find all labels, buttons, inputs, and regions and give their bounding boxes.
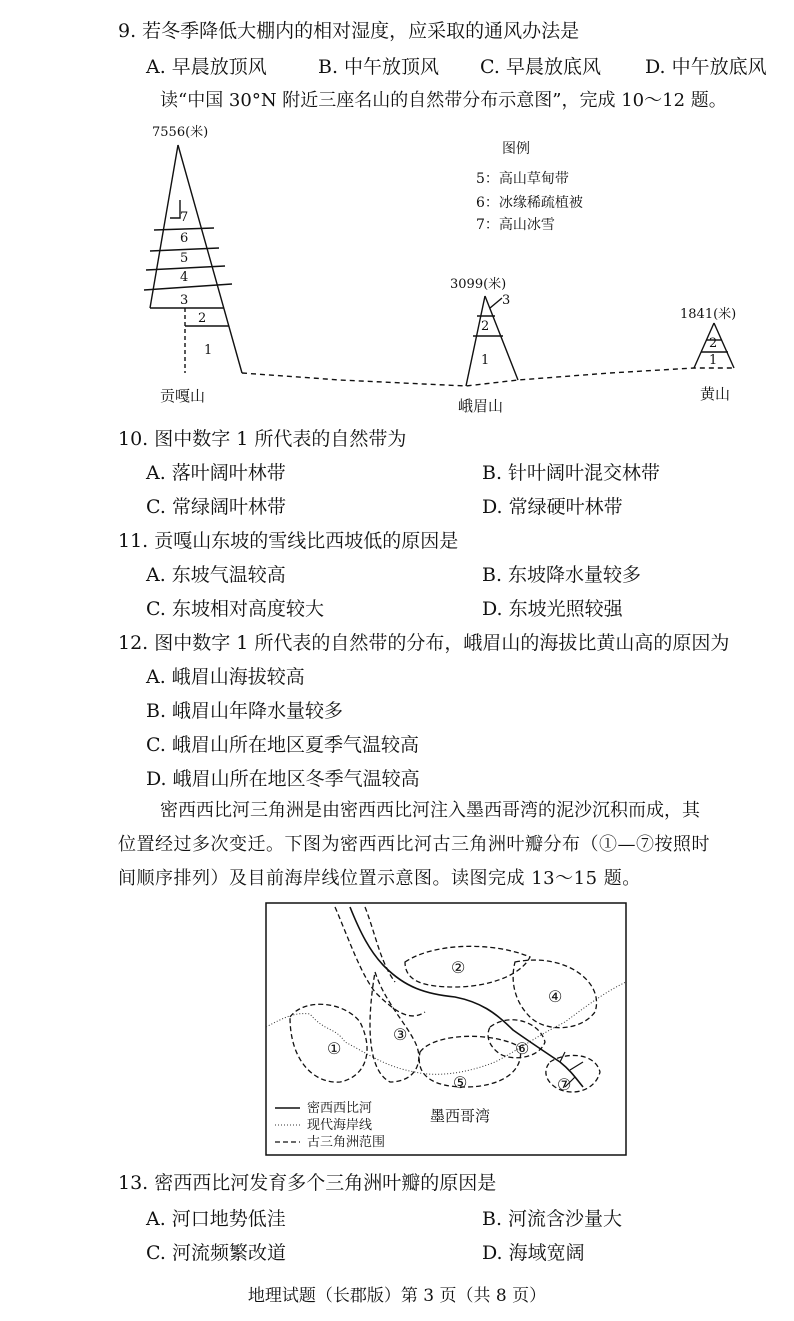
q10-option-d: D. 常绿硬叶林带 <box>482 496 623 518</box>
lobe-1: ① <box>327 1039 342 1058</box>
emei-band-1: 1 <box>481 353 490 368</box>
lobe-3: ③ <box>393 1025 408 1044</box>
emei-band-3: 3 <box>502 293 511 308</box>
huangshan-height: 1841(米) <box>680 307 737 322</box>
mountain-zones-figure <box>140 118 780 418</box>
huangshan-band-2: 2 <box>709 336 718 351</box>
lobe-7: ⑦ <box>557 1075 572 1094</box>
huangshan-band-1: 1 <box>709 353 718 368</box>
gongga-band-5: 5 <box>180 251 189 266</box>
emei-name: 峨眉山 <box>458 397 504 415</box>
q12-option-c: C. 峨眉山所在地区夏季气温较高 <box>146 734 419 756</box>
legend-item-6: 6：冰缘稀疏植被 <box>476 195 583 211</box>
q11-option-c: C. 东坡相对高度较大 <box>146 598 324 620</box>
gongga-band-6: 6 <box>180 231 189 246</box>
gongga-band-2: 2 <box>198 311 207 326</box>
lobe-6: ⑥ <box>515 1039 530 1058</box>
legend-title: 图例 <box>502 141 530 157</box>
legend-ancient-delta: 古三角洲范围 <box>307 1135 386 1150</box>
q12-option-d: D. 峨眉山所在地区冬季气温较高 <box>146 768 420 790</box>
q13-option-d: D. 海域宽阔 <box>482 1242 585 1264</box>
lobe-4: ④ <box>548 987 563 1006</box>
page-footer: 地理试题（长郡版）第 3 页（共 8 页） <box>247 1286 547 1306</box>
gongga-height: 7556(米) <box>152 125 209 140</box>
q13-option-a: A. 河口地势低洼 <box>146 1208 286 1230</box>
q10-option-a: A. 落叶阔叶林带 <box>146 462 286 484</box>
q12-option-a: A. 峨眉山海拔较高 <box>146 666 305 688</box>
emei-height: 3099(米) <box>450 277 507 292</box>
q9-option-c: C. 早晨放底风 <box>480 56 601 78</box>
gongga-band-3: 3 <box>180 293 189 308</box>
q13-option-b: B. 河流含沙量大 <box>482 1208 623 1230</box>
intro-13-15-line3: 间顺序排列）及目前海岸线位置示意图。读图完成 13～15 题。 <box>118 868 641 889</box>
delta-lobes-map <box>265 902 627 1156</box>
gongga-name: 贡嘎山 <box>160 387 206 405</box>
q13-stem: 13. 密西西比河发育多个三角洲叶瓣的原因是 <box>118 1172 497 1194</box>
q9-option-d: D. 中午放底风 <box>645 56 767 78</box>
intro-10-12: 读“中国 30°N 附近三座名山的自然带分布示意图”，完成 10～12 题。 <box>160 90 727 111</box>
intro-13-15-line1: 密西西比河三角洲是由密西西比河注入墨西哥湾的泥沙沉积而成，其 <box>160 800 700 821</box>
gongga-band-7: 7 <box>180 210 189 225</box>
q11-option-a: A. 东坡气温较高 <box>146 564 286 586</box>
q9-option-b: B. 中午放顶风 <box>318 56 440 78</box>
q12-option-b: B. 峨眉山年降水量较多 <box>146 700 344 722</box>
q10-option-c: C. 常绿阔叶林带 <box>146 496 286 518</box>
gongga-band-4: 4 <box>180 270 189 285</box>
intro-13-15-line2: 位置经过多次变迁。下图为密西西比河古三角洲叶瓣分布（①—⑦按照时 <box>118 834 710 855</box>
lobe-2: ② <box>451 958 466 977</box>
q11-stem: 11. 贡嘎山东坡的雪线比西坡低的原因是 <box>118 530 459 552</box>
gongga-band-1: 1 <box>204 343 213 358</box>
q11-option-b: B. 东坡降水量较多 <box>482 564 642 586</box>
q9-option-a: A. 早晨放顶风 <box>146 56 267 78</box>
emei-band-2: 2 <box>481 319 490 334</box>
lobe-5: ⑤ <box>453 1073 468 1092</box>
legend-coastline: 现代海岸线 <box>307 1118 373 1133</box>
sea-label: 墨西哥湾 <box>430 1107 491 1125</box>
q10-stem: 10. 图中数字 1 所代表的自然带为 <box>118 428 407 450</box>
huangshan-name: 黄山 <box>700 385 731 403</box>
q13-option-c: C. 河流频繁改道 <box>146 1242 286 1264</box>
legend-item-7: 7：高山冰雪 <box>476 217 555 233</box>
q10-option-b: B. 针叶阔叶混交林带 <box>482 462 661 484</box>
q12-stem: 12. 图中数字 1 所代表的自然带的分布，峨眉山的海拔比黄山高的原因为 <box>118 632 730 654</box>
q11-option-d: D. 东坡光照较强 <box>482 598 623 620</box>
q9-stem: 9. 若冬季降低大棚内的相对湿度，应采取的通风办法是 <box>118 20 580 42</box>
legend-item-5: 5：高山草甸带 <box>476 171 569 187</box>
legend-river: 密西西比河 <box>307 1101 373 1116</box>
